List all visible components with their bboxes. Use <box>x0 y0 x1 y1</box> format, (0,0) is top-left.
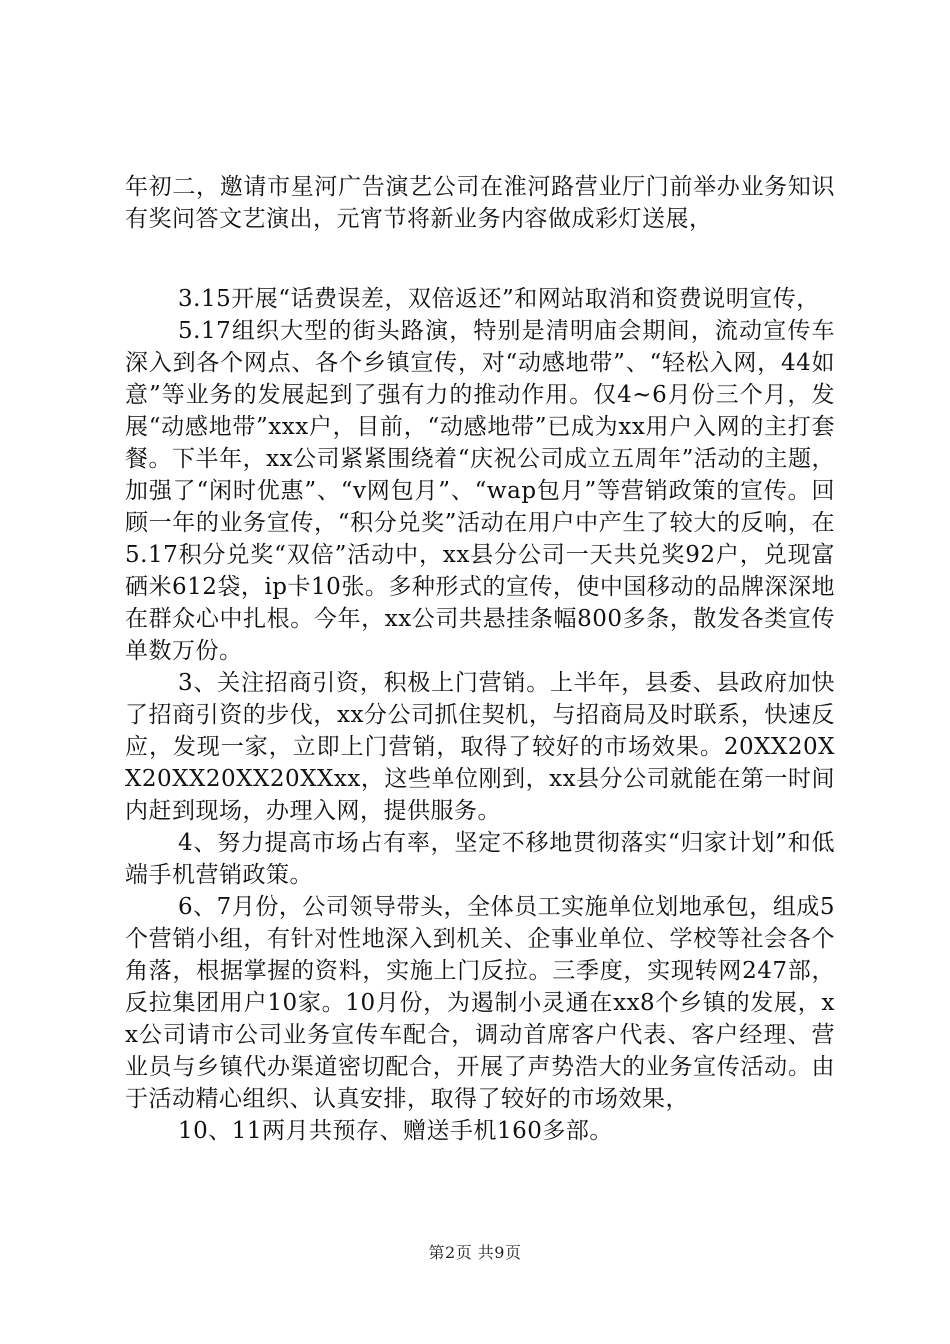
paragraph-6: 6、7月份，公司领导带头，全体员工实施单位划地承包，组成5个营销小组，有针对性地深入到机关、企事业单位、学校等社会各个角落，根据掌握的资料，实施上门反拉。三季度，实现转网247部，反拉集团用户10家。10月份，为遏制小灵通在xx8个乡镇的发展，xx公司请市公司业务宣传车配合，调动首席客户代表、客户经理、营业员与乡镇代办渠道密切配合，开展了声势浩大的业务宣传活动。由于活动精心组织、认真安排，取得了较好的市场效果， <box>125 894 835 1112</box>
paragraph-1: 年初二，邀请市星河广告演艺公司在淮河路营业厅门前举办业务知识有奖问答文艺演出，元宵节将新业务内容做成彩灯送展， <box>125 174 835 232</box>
document-body <box>125 171 835 1147</box>
page-footer: 第2页 共9页 <box>428 1243 522 1262</box>
paragraph-3: 5.17组织大型的街头路演，特别是清明庙会期间，流动宣传车深入到各个网点、各个乡镇宣传，对“动感地带”、“轻松入网，44如意”等业务的发展起到了强有力的推动作用。仅4~6月份三个月，发展“动感地带”xxx户，目前，“动感地带”已成为xx用户入网的主打套餐。下半年，xx公司紧紧围绕着“庆祝公司成立五周年”活动的主题，加强了“闲时优惠”、“v网包月”、“wap包月”等营销政策的宣传。回顾一年的业务宣传，“积分兑奖”活动在用户中产生了较大的反响，在5.17积分兑奖“双倍”活动中，xx县分公司一天共兑奖92户，兑现富硒米612袋，ip卡10张。多种形式的宣传，使中国移动的品牌深深地在群众心中扎根。今年，xx公司共悬挂条幅800多条，散发各类宣传单数万份。 <box>125 318 835 664</box>
paragraph-2: 3.15开展“话费误差，双倍返还”和网站取消和资费说明宣传， <box>178 286 820 312</box>
paragraph-4: 3、关注招商引资，积极上门营销。上半年，县委、县政府加快了招商引资的步伐，xx分公司抓住契机，与招商局及时联系，快速反应，发现一家，立即上门营销，取得了较好的市场效果。20XX20XX20XX20XX20XXxx，这些单位刚到，xx县分公司就能在第一时间内赶到现场，办理入网，提供服务。 <box>125 670 835 824</box>
paragraph-5: 4、努力提高市场占有率，坚定不移地贯彻落实“归家计划”和低端手机营销政策。 <box>125 830 835 888</box>
paragraph-7: 10、11两月共预存、赠送手机160多部。 <box>178 1118 613 1144</box>
